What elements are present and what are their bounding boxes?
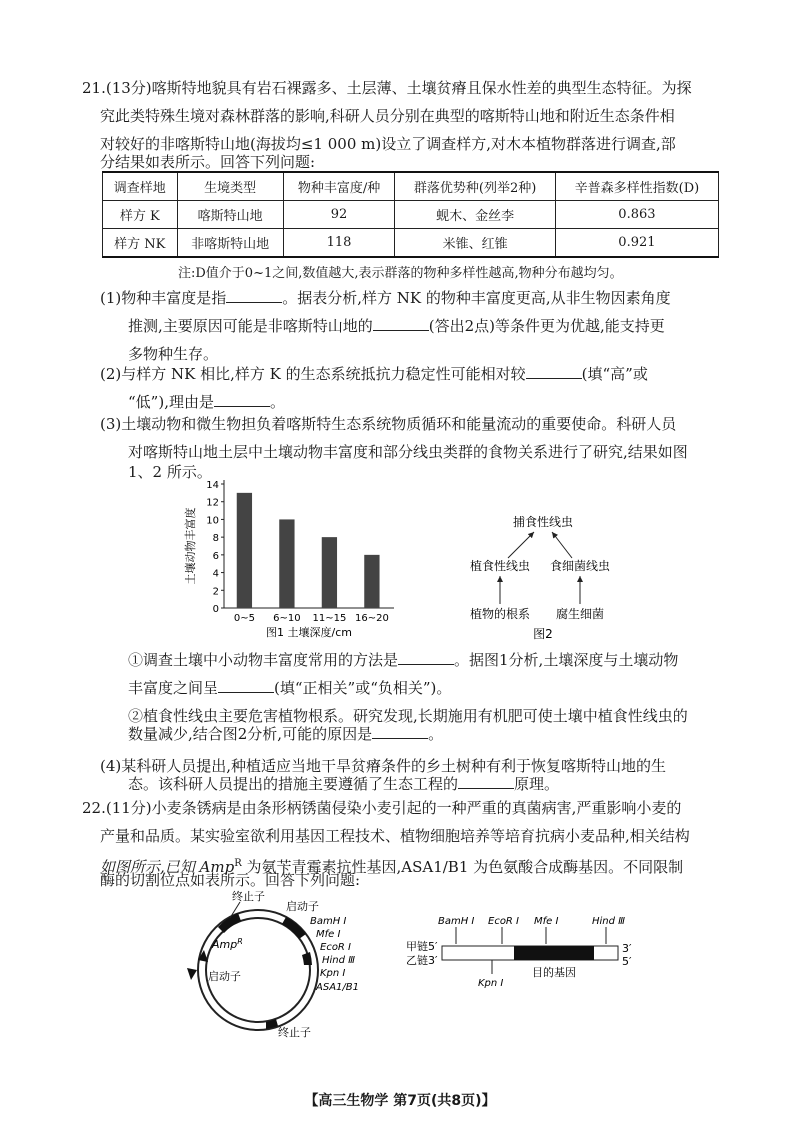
q21-part3-line1: (3)土壤动物和微生物担负着喀斯特生态系统物质循环和能量流动的重要使命。科研人员 xyxy=(100,415,677,433)
target-gene-block xyxy=(514,946,594,960)
q21-part2-text: “低”),理由是 xyxy=(128,393,214,411)
q21-part2-line1 xyxy=(100,360,722,388)
x-tick-label: 6~10 xyxy=(273,613,301,624)
table-row xyxy=(103,229,719,258)
amp-label xyxy=(211,937,243,951)
q22-line-4: 酶的切割位点如表所示。回答下列问题: xyxy=(100,871,361,889)
q21-part1-line2 xyxy=(128,312,724,340)
q22-line-3-text: 为氨苄青霉素抗性基因,ASA1/B1 为色氨酸合成酶基因。不同限制 xyxy=(241,858,684,876)
answer-blank[interactable] xyxy=(526,362,582,379)
q21-part3-q1-line2 xyxy=(128,674,724,702)
amp-text: Amp xyxy=(212,938,238,951)
q21-part3-q2-text: 。 xyxy=(428,725,444,743)
q21-part2-text: 。 xyxy=(269,393,285,411)
table-header: 群落优势种(列举2种) xyxy=(395,172,555,201)
q21-part4-text: 态。该科研人员提出的措施主要遵循了生态工程的 xyxy=(128,775,459,793)
table-cell: 喀斯特山地 xyxy=(177,201,283,229)
table-header-row xyxy=(103,172,719,201)
fig2-bottom-right-label: 腐生细菌 xyxy=(555,607,605,621)
q21-part3-q1-text: (填“正相关”或“负相关”)。 xyxy=(274,679,452,697)
q21-part2-text: (填“高”或 xyxy=(581,365,648,383)
q21-part3-q2-line1: ②植食性线虫主要危害植物根系。研究发现,长期施用有机肥可使土壤中植食性线虫的 xyxy=(128,707,688,725)
answer-blank[interactable] xyxy=(458,772,514,789)
table-header: 调查样地 xyxy=(103,172,178,201)
table-note: 注:D值介于0~1之间,数值越大,表示群落的物种多样性越高,物种分布越均匀。 xyxy=(178,266,623,281)
fig2-mid-left-label: 植食性线虫 xyxy=(469,559,531,573)
plasmid-diagram xyxy=(160,890,400,1040)
chart-title: 图1 土壤深度/cm xyxy=(266,626,352,639)
y-axis-label: 土壤动物丰富度 xyxy=(184,507,197,585)
q21-part1-line3: 多物种生存。 xyxy=(128,345,219,363)
q21-part1-text: (1)物种丰富度是指 xyxy=(100,289,227,307)
table-cell: 118 xyxy=(283,229,395,258)
y-tick-label: 2 xyxy=(212,586,219,598)
site-kpni: Kpn Ⅰ xyxy=(320,968,346,979)
target-gene-label: 目的基因 xyxy=(532,966,576,979)
plasmid-block xyxy=(282,917,306,939)
q21-part3-q1-text: 丰富度之间呈 xyxy=(128,679,219,697)
site-hindiii: Hind Ⅲ xyxy=(322,955,356,966)
q22-line-3-text: 如图所示,已知 Amp xyxy=(100,858,235,876)
dna-site-hindiii: Hind Ⅲ xyxy=(592,916,626,927)
y-tick-label: 12 xyxy=(206,497,219,509)
y-tick-label: 14 xyxy=(206,480,219,491)
bar xyxy=(237,493,252,608)
table-header: 生境类型 xyxy=(177,172,283,201)
table-cell: 样方 K xyxy=(103,201,178,229)
fig2-food-web xyxy=(458,500,628,640)
q21-part4-line1: (4)某科研人员提出,种植适应当地干旱贫瘠条件的乡土树种有利于恢复喀斯特山地的生 xyxy=(100,757,667,775)
strand-yi-label: 乙链3′ xyxy=(406,954,438,967)
table-header: 辛普森多样性指数(D) xyxy=(555,172,718,201)
page-footer: 【高三生物学 第7页(共8页)】 xyxy=(304,1093,496,1109)
survey-table xyxy=(102,171,719,258)
fig2-bottom-left-label: 植物的根系 xyxy=(469,607,531,621)
q21-part2-text: (2)与样方 NK 相比,样方 K 的生态系统抵抗力稳定性可能相对较 xyxy=(100,365,526,383)
answer-blank[interactable] xyxy=(226,286,282,303)
food-web-arrow xyxy=(552,532,572,558)
dna-site-bamhi: BamH Ⅰ xyxy=(438,916,475,927)
food-web-arrow xyxy=(508,532,534,558)
terminator-top-label: 终止子 xyxy=(232,890,265,903)
table-cell: 92 xyxy=(283,201,395,229)
answer-blank[interactable] xyxy=(398,648,454,665)
bar xyxy=(322,537,337,608)
terminator-bottom-label: 终止子 xyxy=(278,1026,311,1039)
site-mfei: Mfe Ⅰ xyxy=(316,929,341,940)
amp-sup: R xyxy=(237,937,243,946)
table-cell: 米锥、红锥 xyxy=(395,229,555,258)
bar xyxy=(364,555,379,608)
q21-part1-line1 xyxy=(100,284,722,312)
dna-fragment-diagram xyxy=(404,910,644,990)
q21-part1-text: (答出2点)等条件更为优越,能支持更 xyxy=(428,317,665,335)
y-tick-label: 10 xyxy=(206,515,219,527)
q21-part3-line2: 对喀斯特山地土层中土壤动物丰富度和部分线虫类群的食物关系进行了研究,结果如图 xyxy=(128,443,688,461)
q21-line-1: 21.(13分)喀斯特地貌具有岩石裸露多、土层薄、土壤贫瘠且保水性差的典型生态特征。为探 xyxy=(82,79,692,97)
q21-part3-q2-text: 数量减少,结合图2分析,可能的原因是 xyxy=(128,725,373,743)
answer-blank[interactable] xyxy=(372,722,428,739)
q21-part1-text: 推测,主要原因可能是非喀斯特山地的 xyxy=(128,317,373,335)
promoter-left-label: 启动子 xyxy=(208,970,241,983)
promoter-arrow xyxy=(187,968,197,980)
table-header: 物种丰富度/种 xyxy=(283,172,395,201)
fig2-caption: 图2 xyxy=(533,627,553,640)
promoter-top-label: 启动子 xyxy=(286,900,319,913)
q22-line-1: 22.(11分)小麦条锈病是由条形柄锈菌侵染小麦引起的一种严重的真菌病害,严重影响小麦的 xyxy=(82,799,682,817)
end-5prime: 5′ xyxy=(622,955,632,968)
y-tick-label: 0 xyxy=(212,604,219,615)
q21-line-2: 究此类特殊生境对森林群落的影响,科研人员分别在典型的喀斯特山地和附近生态条件相 xyxy=(100,107,675,125)
q21-part3-q2-line2 xyxy=(128,720,724,748)
y-tick-label: 4 xyxy=(212,568,219,580)
table-cell: 0.863 xyxy=(555,201,718,229)
table-cell: 非喀斯特山地 xyxy=(177,229,283,258)
strand-jia-label: 甲链5′ xyxy=(406,940,438,953)
dna-site-ecori: EcoR Ⅰ xyxy=(488,916,520,927)
q21-part3-q1-text: ①调查土壤中小动物丰富度常用的方法是 xyxy=(128,651,399,669)
x-tick-label: 0~5 xyxy=(233,613,255,624)
table-cell: 蚬木、金丝李 xyxy=(395,201,555,229)
q21-line-4: 分结果如表所示。回答下列问题: xyxy=(100,153,316,171)
q21-part3-q1-text: 。据图1分析,土壤深度与土壤动物 xyxy=(454,651,679,669)
q22-amp-sup: R xyxy=(234,858,242,869)
x-tick-label: 16~20 xyxy=(354,613,389,624)
q21-part3-line3: 1、2 所示。 xyxy=(128,463,212,481)
table-row xyxy=(103,201,719,229)
answer-blank[interactable] xyxy=(214,390,270,407)
answer-blank[interactable] xyxy=(218,676,274,693)
dna-site-kpni: Kpn Ⅰ xyxy=(478,978,504,989)
q21-part3-q1-line1 xyxy=(128,646,724,674)
q21-part1-text: 。据表分析,样方 NK 的物种丰富度更高,从非生物因素角度 xyxy=(282,289,671,307)
bar xyxy=(279,519,294,608)
chart-bars xyxy=(237,493,380,608)
end-3prime: 3′ xyxy=(622,942,632,955)
q22-line-2: 产量和品质。某实验室欲利用基因工程技术、植物细胞培养等培育抗病小麦品种,相关结构 xyxy=(100,827,690,845)
q21-part4-text: 原理。 xyxy=(514,775,560,793)
fig2-top-label: 捕食性线虫 xyxy=(512,515,574,529)
y-tick-label: 6 xyxy=(212,550,219,562)
plasmid-block xyxy=(302,952,312,965)
fig1-bar-chart xyxy=(180,478,410,640)
table-cell: 样方 NK xyxy=(103,229,178,258)
q21-line-3: 对较好的非喀斯特山地(海拔均≤1 000 m)设立了调查样方,对木本植物群落进行调查,部 xyxy=(100,135,676,153)
site-asa1b1: ASA1/B1 xyxy=(316,982,359,993)
answer-blank[interactable] xyxy=(373,314,429,331)
y-tick-label: 8 xyxy=(212,533,219,545)
x-tick-label: 11~15 xyxy=(312,613,347,624)
site-ecori: EcoR Ⅰ xyxy=(320,942,352,953)
fig2-mid-right-label: 食细菌线虫 xyxy=(549,559,611,573)
site-bamhi: BamH Ⅰ xyxy=(310,916,347,927)
dna-site-mfei: Mfe Ⅰ xyxy=(534,916,559,927)
table-cell: 0.921 xyxy=(555,229,718,258)
